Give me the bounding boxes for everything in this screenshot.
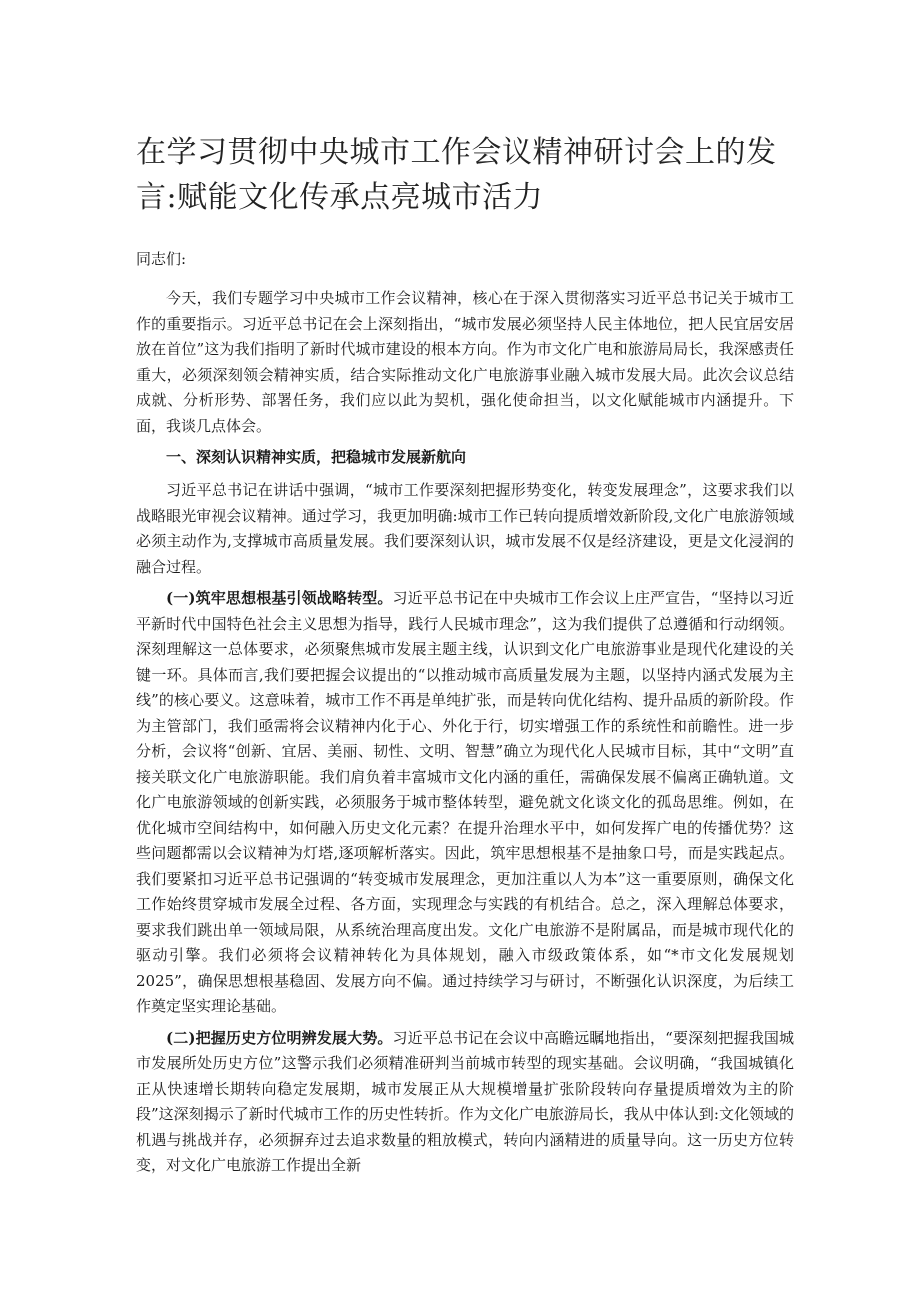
- section-1-paragraph: 习近平总书记在讲话中强调，“城市工作要深刻把握形势变化，转变发展理念”，这要求我们以战略眼光审视会议精神。通过学习，我更加明确:城市工作已转向提质增效新阶段,文化广电旅游领域必须主动作为,支撑城市高质量发展。我们要深刻认识，城市发展不仅是经济建设，更是文化浸润的融合过程。: [136, 481, 794, 576]
- salutation: 同志们:: [136, 250, 187, 268]
- subsection-2-paragraph: [136, 1026, 794, 1179]
- document-page: [136, 130, 794, 1185]
- subsection-1-heading: (一)筑牢思想根基引领战略转型。: [166, 589, 393, 607]
- subsection-2-heading: (二)把握历史方位明辨发展大势。: [166, 1028, 393, 1047]
- intro-paragraph: 今天，我们专题学习中央城市工作会议精神，核心在于深入贯彻落实习近平总书记关于城市工作的重要指示。习近平总书记在会上深刻指出，“城市发展必须坚持人民主体地位，把人民宜居安居放在首位”这为我们指明了新时代城市建设的根本方向。作为市文化广电和旅游局局长，我深感责任重大，必须深刻领会精神实质，结合实际推动文化广电旅游事业融入城市发展大局。此次会议总结成就、分析形势、部署任务，我们应以此为契机，强化使命担当，以文化赋能城市内涵提升。下面，我谈几点体会。: [136, 289, 794, 435]
- document-title: 在学习贯彻中央城市工作会议精神研讨会上的发言:赋能文化传承点亮城市活力: [136, 135, 777, 215]
- subsection-1-text: 习近平总书记在中央城市工作会议上庄严宣告，“坚持以习近平新时代中国特色社会主义思想为指导，践行人民城市理念”，这为我们提供了总遵循和行动纲领。深刻理解这一总体要求，必须聚焦城市发展主题主线，认识到文化广电旅游事业是现代化建设的关键一环。具体而言,我们要把握会议提出的“以推动城市高质量发展为主题，以坚持内涵式发展为主线”的核心要义。这意味着，城市工作不再是单纯扩张，而是转向优化结构、提升品质的新阶段。作为主管部门，我们亟需将会议精神内化于心、外化于行，切实增强工作的系统性和前瞻性。进一步分析，会议将“创新、宜居、美丽、韧性、文明、智慧”确立为现代化人民城市目标，其中“文明”直接关联文化广电旅游职能。我们肩负着丰富城市文化内涵的重任，需确保发展不偏离正确轨道。文化广电旅游领域的创新实践，必须服务于城市整体转型，避免就文化谈文化的孤岛思维。例如，在优化城市空间结构中，如何融入历史文化元素？在提升治理水平中，如何发挥广电的传播优势？这些问题都需以会议精神为灯塔,逐项解析落实。因此，筑牢思想根基不是抽象口号，而是实践起点。我们要紧扣习近平总书记强调的“转变城市发展理念，更加注重以人为本”这一重要原则，确保文化工作始终贯穿城市发展全过程、各方面，实现理念与实践的有机结合。总之，深入理解总体要求，要求我们跳出单一领域局限，从系统治理高度出发。文化广电旅游不是附属品，而是城市现代化的驱动引擎。我们必须将会议精神转化为具体规划，融入市级政策体系，如“*市文化发展规划2025”，确保思想根基稳固、发展方向不偏。通过持续学习与研讨，不断强化认识深度，为后续工作奠定坚实理论基础。: [136, 589, 794, 1015]
- section-heading-1: 一、深刻认识精神实质，把稳城市发展新航向: [166, 448, 467, 466]
- subsection-1-paragraph: [136, 586, 794, 1020]
- subsection-2-text: 习近平总书记在会议中高瞻远瞩地指出，“要深刻把握我国城市发展所处历史方位”这警示我们必须精准研判当前城市转型的现实基础。会议明确，“我国城镇化正从快速增长期转向稳定发展期，城市发展正从大规模增量扩张阶段转向存量提质增效为主的阶段”这深刻揭示了新时代城市工作的历史性转折。作为文化广电旅游局长，我从中体认到:文化领域的机遇与挑战并存，必须摒弃过去追求数量的粗放模式，转向内涵精进的质量导向。这一历史方位转变，对文化广电旅游工作提出全新: [136, 1028, 794, 1174]
